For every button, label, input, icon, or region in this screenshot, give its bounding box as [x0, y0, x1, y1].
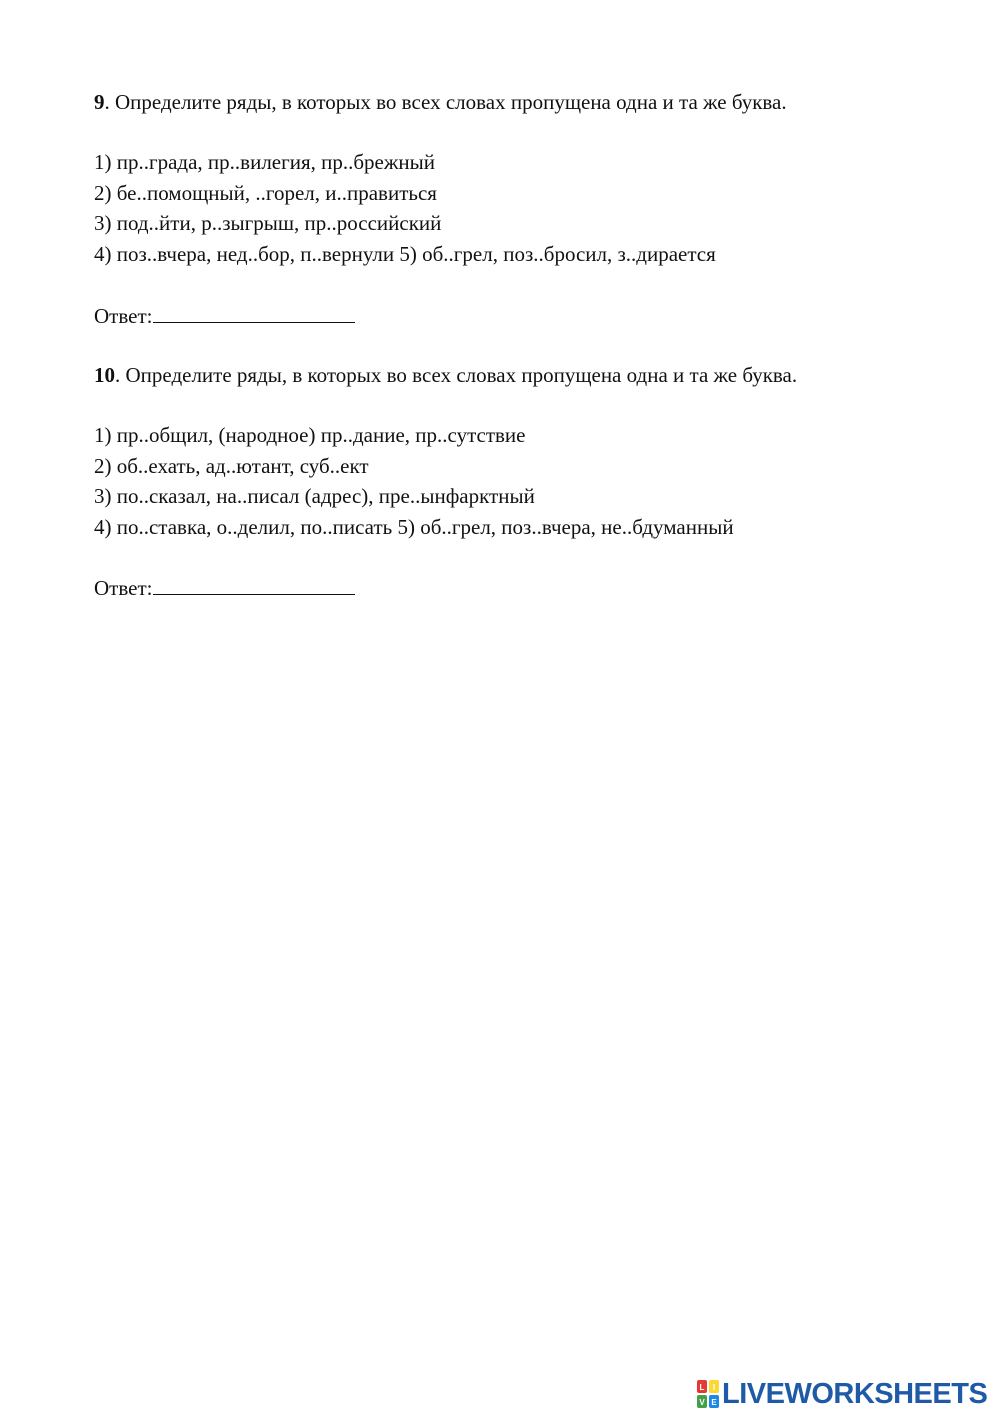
question-9-option-2: 2) бе..помощный, ..горел, и..правиться: [94, 181, 437, 205]
svg-text:E: E: [711, 1398, 717, 1407]
question-9-number: 9: [94, 90, 105, 114]
question-9-option-3: 3) под..йти, р..зыгрыш, пр..российский: [94, 211, 442, 235]
liveworksheets-wordmark: LIVEWORKSHEETS: [722, 1378, 988, 1410]
question-10-option-1: 1) пр..общил, (народное) пр..дание, пр..сутствие: [94, 423, 526, 447]
question-9-answer-field[interactable]: [153, 304, 355, 323]
liveworksheets-logo-icon: [697, 1380, 719, 1408]
question-9-option-4: 4) поз..вчера, нед..бор, п..вернули 5) об..грел, поз..бросил, з..дирается: [94, 242, 716, 266]
question-9-answer-label: Ответ:: [94, 304, 153, 328]
liveworksheets-watermark: [697, 1377, 987, 1411]
question-10-answer-row: [94, 575, 355, 601]
svg-text:V: V: [699, 1398, 705, 1407]
question-10-answer-field[interactable]: [153, 576, 355, 595]
question-10-prompt: [94, 362, 797, 388]
question-9-prompt: [94, 89, 787, 115]
question-10-text: . Определите ряды, в которых во всех словах пропущена одна и та же буква.: [115, 363, 798, 387]
question-9-option-1: 1) пр..града, пр..вилегия, пр..брежный: [94, 150, 435, 174]
question-10-option-4: 4) по..ставка, о..делил, по..писать 5) об..грел, поз..вчера, не..бдуманный: [94, 515, 734, 539]
question-10-answer-label: Ответ:: [94, 576, 153, 600]
question-10-number: 10: [94, 363, 115, 387]
question-10-option-3: 3) по..сказал, на..писал (адрес), пре..ынфарктный: [94, 484, 535, 508]
svg-text:I: I: [712, 1383, 716, 1392]
question-9-answer-row: [94, 303, 355, 329]
question-9-text: . Определите ряды, в которых во всех словах пропущена одна и та же буква.: [104, 90, 787, 114]
question-10-option-2: 2) об..ехать, ад..ютант, суб..ект: [94, 454, 369, 478]
svg-text:L: L: [699, 1383, 705, 1392]
